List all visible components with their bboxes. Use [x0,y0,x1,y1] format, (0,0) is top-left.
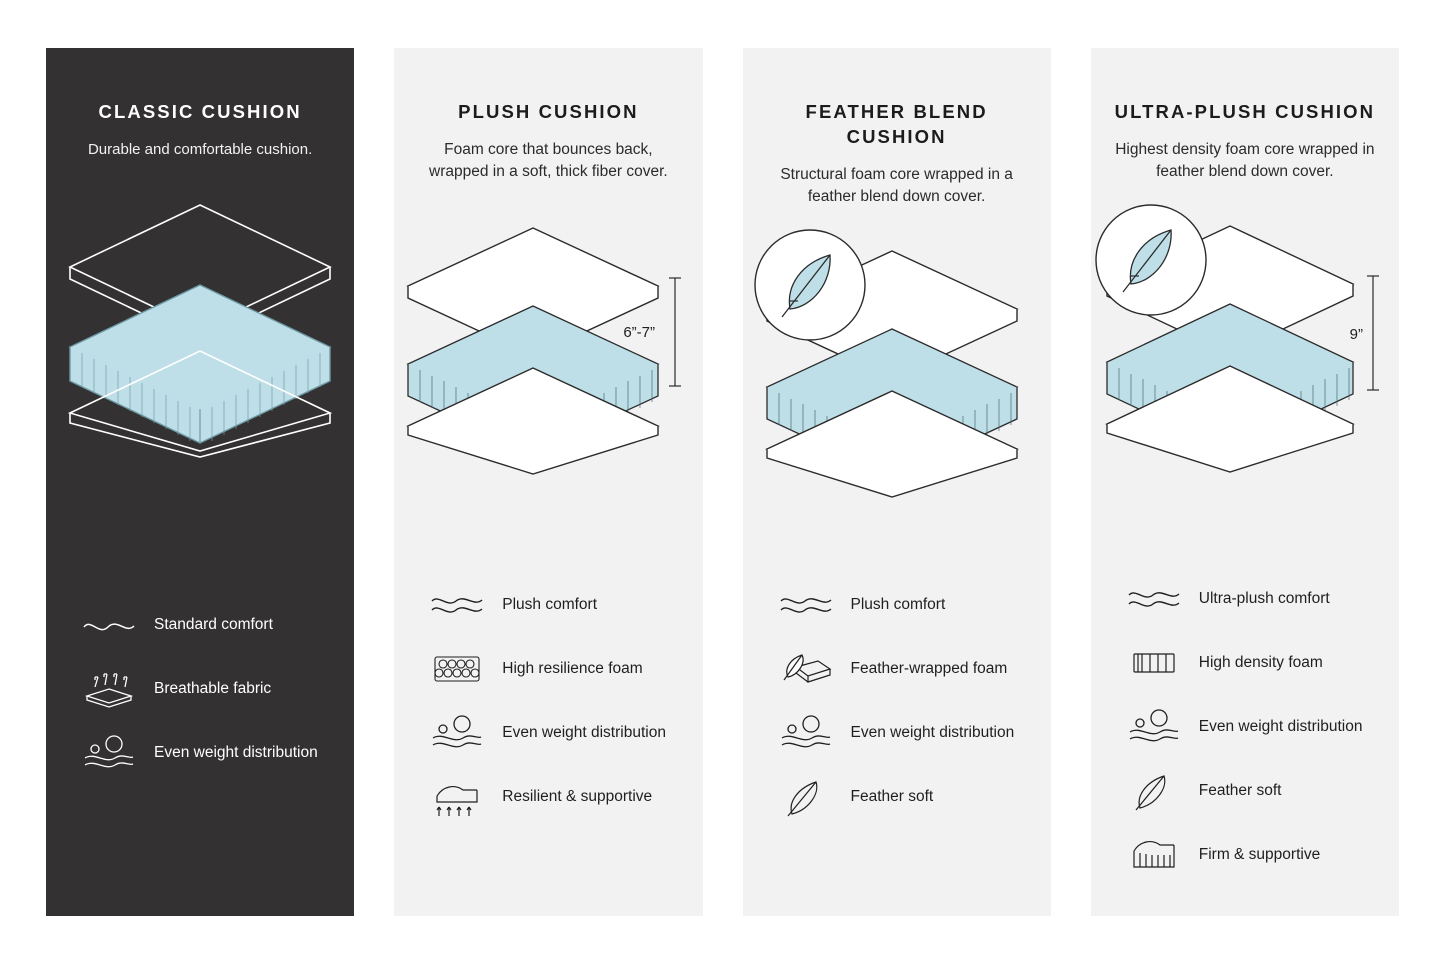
card-feather-blend-cushion[interactable] [743,48,1051,916]
feature-list [777,582,1033,838]
feather-icon [777,776,835,818]
weight-distribution-icon [1125,706,1183,748]
feature-item [777,646,1033,692]
card-description: Foam core that bounces back, wrapped in a soft, thick fiber cover. [429,140,668,181]
cushion-layers-diagram [752,227,1042,507]
feature-label: Even weight distribution [850,723,1015,741]
feature-label: Standard comfort [154,615,273,633]
card-title: ULTRA-PLUSH CUSHION [1114,101,1376,122]
card-ultra-plush-cushion[interactable] [1091,48,1399,916]
cushion-diagram-wrapper [1109,202,1381,502]
card-description: Durable and comfortable cushion. [87,140,313,158]
cushion-diagram-wrapper [412,218,684,518]
dimension-label: 9” [1349,325,1363,343]
feature-label: Even weight distribution [502,723,666,741]
feature-item [80,666,336,712]
feature-item [80,602,336,648]
feature-item [1125,704,1381,750]
foam-core-layer [70,285,330,443]
feather-badge [1096,205,1206,315]
feature-list [1125,576,1381,896]
card-title: CLASSIC CUSHION [98,101,302,122]
feature-item [428,582,684,628]
feature-label: Resilient & supportive [502,787,653,805]
feature-item [1125,768,1381,814]
feature-item [777,774,1033,820]
card-title: PLUSH CUSHION [458,101,639,122]
cushion-diagram-wrapper [761,227,1033,527]
feature-item [777,710,1033,756]
feather-icon [1125,770,1183,812]
weight-distribution-icon [777,712,835,754]
high-density-foam-icon [1125,647,1183,679]
dimension-bracket [669,278,681,386]
breathable-fabric-icon [80,669,138,709]
card-plush-cushion[interactable] [394,48,702,916]
wave-icon [428,593,486,617]
feature-label: High resilience foam [502,659,643,677]
feature-item [1125,640,1381,686]
feature-label: High density foam [1198,653,1323,671]
feature-item [428,774,684,820]
feature-item [1125,832,1381,878]
wave-icon [1125,587,1183,611]
wave-icon [777,593,835,617]
cushion-layers-diagram [1095,202,1395,482]
feature-item [80,730,336,776]
feature-item [1125,576,1381,622]
feature-label: Plush comfort [850,595,946,613]
cushion-layers-diagram [403,218,693,488]
card-classic-cushion[interactable] [46,48,354,916]
honeycomb-foam-icon [428,651,486,687]
weight-distribution-icon [80,732,138,774]
weight-distribution-icon [428,712,486,754]
cushion-layers-diagram [60,195,340,465]
feature-item [428,710,684,756]
feature-label: Feather soft [1198,781,1282,799]
dimension-label: 6”-7” [623,323,656,341]
feature-label: Even weight distribution [154,743,318,761]
feature-label: Plush comfort [502,595,598,613]
feature-list [80,602,336,794]
feather-wrapped-foam-icon [777,649,835,689]
feature-label: Feather soft [850,787,934,805]
resilient-support-icon [428,776,486,818]
feature-label: Ultra-plush comfort [1198,589,1330,607]
wave-icon [80,615,138,635]
feature-list [428,582,684,838]
feature-label: Feather-wrapped foam [850,659,1008,677]
firm-support-icon [1125,835,1183,875]
feature-item [428,646,684,692]
feather-badge [755,230,865,340]
feature-item [777,582,1033,628]
feature-label: Firm & supportive [1198,845,1321,863]
feature-label: Even weight distribution [1198,717,1363,735]
dimension-bracket [1367,276,1379,390]
cushion-diagram-wrapper [64,195,336,495]
card-description: Highest density foam core wrapped in feather blend down cover. [1115,140,1375,181]
card-description: Structural foam core wrapped in a feather blend down cover. [780,165,1013,206]
feature-label: Breathable fabric [154,679,272,697]
card-title: FEATHER BLEND CUSHION [805,101,988,147]
